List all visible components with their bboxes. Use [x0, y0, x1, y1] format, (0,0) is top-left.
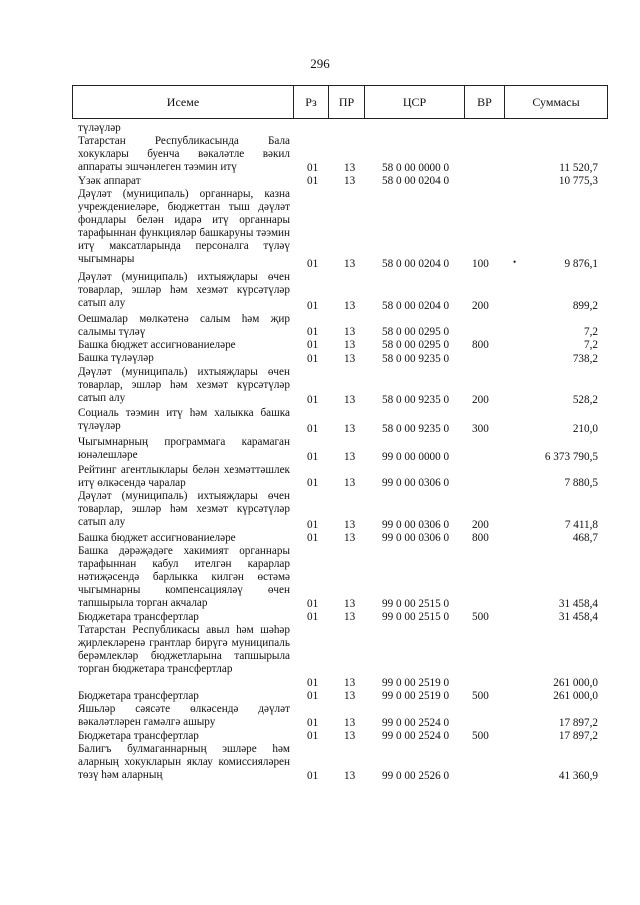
row-pr: 13 [344, 299, 356, 312]
row-csr: 99 0 00 2519 0 [382, 690, 450, 703]
row-csr: 58 0 00 9235 0 [382, 394, 450, 407]
row-name: Башка бюджет ассигнованиеләре [78, 531, 236, 544]
table-row [0, 743, 640, 783]
table-row [0, 703, 640, 729]
row-rz: 01 [307, 450, 319, 463]
row-name: Башка дәрәҗәдәге хакимият органнары тарафыннан кабул ителгән карарлар нәтиҗәсендә барлыкка килгән өстәмә чыгымнарны компенсацияләү өчен тапшырыла торган акчалар [78, 545, 290, 610]
row-vr: 800 [472, 532, 489, 545]
row-name: Дәүләт (муниципаль) ихтыяҗлары өчен товарлар, эшләр һәм хезмәт күрсәтүләр сатып алу [78, 365, 290, 404]
row-csr: 99 0 00 2524 0 [382, 730, 450, 743]
table-row [0, 352, 640, 365]
row-rz: 01 [307, 677, 319, 690]
table-row [0, 339, 640, 352]
row-pr: 13 [344, 339, 356, 352]
row-sum: 6 373 790,5 [544, 450, 598, 463]
row-pr: 13 [344, 477, 356, 490]
row-pr: 13 [344, 422, 356, 435]
row-csr: 58 0 00 9235 0 [382, 422, 450, 435]
row-vr: 500 [472, 611, 489, 624]
row-rz: 01 [307, 611, 319, 624]
row-rz: 01 [307, 532, 319, 545]
row-sum: 10 775,3 [558, 174, 598, 187]
row-csr: 99 0 00 0306 0 [382, 518, 450, 531]
row-name: Рейтинг агентлыклары белән хезмәттәшлек итү өлкәсендә чаралар [78, 463, 290, 489]
row-rz: 01 [307, 299, 319, 312]
row-rz: 01 [307, 769, 319, 782]
row-sum: 7,2 [584, 326, 598, 339]
row-rz: 01 [307, 394, 319, 407]
row-sum: 11 520,7 [559, 161, 598, 174]
row-pr: 13 [344, 450, 356, 463]
row-csr: 99 0 00 0306 0 [382, 532, 450, 545]
row-csr: 99 0 00 2515 0 [382, 611, 450, 624]
row-pr: 13 [344, 532, 356, 545]
row-pr: 13 [344, 690, 356, 703]
row-vr: 500 [472, 690, 489, 703]
row-pr: 13 [344, 326, 356, 339]
row-csr: 58 0 00 0204 0 [382, 258, 450, 271]
table-row [0, 135, 640, 175]
row-csr: 99 0 00 0306 0 [382, 477, 450, 490]
row-name: Бюджетара трансфертлар [78, 729, 199, 742]
row-csr: 58 0 00 0295 0 [382, 326, 450, 339]
header-vr: ВР [465, 86, 505, 118]
table-row [0, 407, 640, 435]
row-rz: 01 [307, 174, 319, 187]
row-vr: 200 [472, 394, 489, 407]
row-csr: 58 0 00 0204 0 [382, 174, 450, 187]
table-body [0, 122, 640, 783]
row-csr: 99 0 00 2515 0 [382, 598, 450, 611]
row-sum: 7 880,5 [564, 477, 598, 490]
row-mark: • [513, 257, 517, 268]
row-pr: 13 [344, 394, 356, 407]
row-sum: 9 876,1 [564, 258, 598, 271]
row-pr: 13 [344, 611, 356, 624]
table-row [0, 175, 640, 188]
row-name: Бюджетара трансфертлар [78, 611, 199, 624]
row-name: Бюджетара трансфертлар [78, 690, 199, 703]
row-sum: 17 897,2 [558, 716, 598, 729]
table-row [0, 532, 640, 545]
table-row [0, 313, 640, 339]
row-rz: 01 [307, 422, 319, 435]
header-sum: Суммасы [532, 95, 580, 109]
table-row [0, 490, 640, 532]
row-rz: 01 [307, 477, 319, 490]
row-csr: 58 0 00 0204 0 [382, 299, 450, 312]
row-vr: 100 [472, 258, 489, 271]
row-name: Татарстан Республикасы авыл һәм шәһәр җирлекләренә грантлар бирүгә муниципаль берәмлекләр бюджетларына тапшырыла торган бюджетара трансфертлар [78, 624, 290, 676]
row-name: Оешмалар мөлкәтенә салым һәм җир салымы түләү [78, 312, 290, 338]
table-row [0, 188, 640, 271]
row-rz: 01 [307, 716, 319, 729]
page-number: 296 [310, 56, 330, 71]
row-name: Татарстан Республикасында Бала хокуклары буенча вәкаләтле вәкил аппараты эшчәнлеген тәэмин итү [78, 135, 290, 174]
row-rz: 01 [307, 339, 319, 352]
row-sum: 7 411,8 [564, 518, 598, 531]
row-csr: 58 0 00 0295 0 [382, 339, 450, 352]
row-vr: 800 [472, 339, 489, 352]
row-name: Яшьләр сәясәте өлкәсендә дәүләт вәкаләтләрен гамәлгә ашыру [78, 703, 290, 729]
row-vr: 200 [472, 299, 489, 312]
row-rz: 01 [307, 326, 319, 339]
row-pr: 13 [344, 716, 356, 729]
row-csr: 99 0 00 2526 0 [382, 769, 450, 782]
row-sum: 210,0 [572, 422, 598, 435]
row-name: Дәүләт (муниципаль) ихтыяҗлары өчен товарлар, эшләр һәм хезмәт күрсәтүләр сатып алу [78, 271, 290, 310]
row-name: түләүләр [78, 122, 121, 134]
row-pr: 13 [344, 174, 356, 187]
row-vr: 500 [472, 730, 489, 743]
row-sum: 468,7 [572, 532, 598, 545]
table-row [0, 366, 640, 408]
row-name: Дәүләт (муниципаль) ихтыяҗлары өчен товарлар, эшләр һәм хезмәт күрсәтүләр сатып алу [78, 490, 290, 529]
table-row [0, 730, 640, 743]
row-rz: 01 [307, 258, 319, 271]
row-name: Башка бюджет ассигнованиеләре [78, 339, 236, 352]
row-sum: 17 897,2 [558, 730, 598, 743]
row-sum: 261 000,0 [553, 690, 598, 703]
row-pr: 13 [344, 730, 356, 743]
row-rz: 01 [307, 598, 319, 611]
row-sum: 31 458,4 [558, 598, 598, 611]
header-rz: Рз [294, 86, 329, 118]
table-row [0, 271, 640, 313]
row-sum: 41 360,9 [558, 769, 598, 782]
row-rz: 01 [307, 161, 319, 174]
table-row [0, 436, 640, 464]
row-csr: 58 0 00 9235 0 [382, 352, 450, 365]
table-header [72, 85, 608, 119]
row-pr: 13 [344, 352, 356, 365]
table-row [0, 624, 640, 690]
row-rz: 01 [307, 730, 319, 743]
row-pr: 13 [344, 769, 356, 782]
row-name: Балигъ булмаганнарның эшләре һәм аларның хокукларын яклау комиссияләрен төзү һәм аларның [78, 743, 290, 782]
table-row [0, 611, 640, 624]
row-vr: 200 [472, 518, 489, 531]
row-sum: 899,2 [572, 299, 598, 312]
row-pr: 13 [344, 677, 356, 690]
row-sum: 7,2 [584, 339, 598, 352]
row-csr: 99 0 00 2524 0 [382, 716, 450, 729]
row-pr: 13 [344, 258, 356, 271]
row-csr: 58 0 00 0000 0 [382, 161, 450, 174]
header-pr: ПР [329, 86, 365, 118]
row-pr: 13 [344, 161, 356, 174]
row-csr: 99 0 00 0000 0 [382, 450, 450, 463]
row-rz: 01 [307, 690, 319, 703]
row-pr: 13 [344, 598, 356, 611]
table-row [0, 545, 640, 611]
table-row [0, 122, 640, 135]
table-row [0, 690, 640, 703]
row-rz: 01 [307, 352, 319, 365]
row-pr: 13 [344, 518, 356, 531]
row-name: Башка түләүләр [78, 352, 154, 365]
row-name: Үзәк аппарат [78, 174, 141, 187]
header-name: Исеме [73, 86, 294, 118]
row-sum: 528,2 [572, 394, 598, 407]
row-csr: 99 0 00 2519 0 [382, 677, 450, 690]
row-name: Социаль тәэмин итү һәм халыкка башка түләүләр [78, 407, 290, 433]
row-sum: 261 000,0 [553, 677, 598, 690]
row-name: Чыгымнарның программага карамаган юнәлешләре [78, 435, 290, 461]
row-vr: 300 [472, 422, 489, 435]
row-rz: 01 [307, 518, 319, 531]
row-name: Дәүләт (муниципаль) органнары, казна учреждениеләре, бюджеттан тыш дәүләт фондлары белән идарә итү органнары тарафыннан функцияләр башкаруны тәэмин итү максатларында персоналга түләү чыгымнары [78, 187, 290, 265]
row-sum: 738,2 [572, 352, 598, 365]
table-row [0, 464, 640, 490]
header-csr: ЦСР [365, 86, 465, 118]
row-sum: 31 458,4 [558, 611, 598, 624]
